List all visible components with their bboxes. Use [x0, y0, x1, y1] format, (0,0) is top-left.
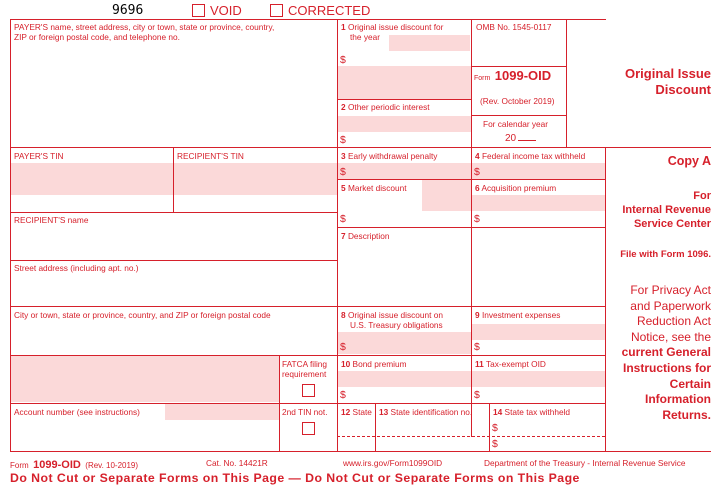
box3-dollar: $ [340, 166, 346, 178]
form-code: 9696 [112, 3, 144, 18]
fatca-label [282, 359, 327, 379]
corrected-label: CORRECTED [288, 3, 371, 18]
box11-label: 11 Tax-exempt OID [475, 359, 546, 369]
box9-fill[interactable] [472, 324, 605, 340]
privacy-notice: For Privacy Act and Paperwork Reduction Act Notice, see the current General Instructions for Certain Information Returns. [621, 283, 711, 422]
payer-tin-fill[interactable] [11, 163, 173, 195]
tin-not-label: 2nd TIN not. [282, 407, 328, 417]
fatca-label-2: requirement [282, 369, 327, 379]
fatca-checkbox[interactable] [302, 384, 315, 397]
box1-label: 1 Original issue discount for [341, 22, 444, 32]
calendar-year-label: For calendar year [483, 119, 549, 129]
box2-label: 2 Other periodic interest [341, 102, 430, 112]
payer-tin-label: PAYER'S TIN [14, 151, 64, 161]
box8-label-2: U.S. Treasury obligations [350, 320, 443, 330]
box4-fill[interactable] [472, 163, 605, 179]
box2-fill[interactable] [338, 116, 471, 132]
street-label: Street address (including apt. no.) [14, 263, 139, 273]
omb-number: OMB No. 1545-0117 [476, 22, 552, 32]
box9-dollar: $ [474, 341, 480, 353]
box7-label: 7 Description [341, 231, 390, 241]
recipient-tin-fill[interactable] [174, 163, 337, 195]
box6-dollar: $ [474, 213, 480, 225]
box8-label: 8 Original issue discount on [341, 310, 443, 320]
box12-label: 12 State [341, 407, 372, 417]
payer-name-label-2: ZIP or foreign postal code, and telephone no. [14, 32, 180, 42]
void-label: VOID [210, 3, 242, 18]
box3-fill[interactable] [338, 163, 471, 179]
copy-label: Copy A [667, 154, 711, 168]
box11-fill[interactable] [472, 371, 605, 387]
file-with: File with Form 1096. [620, 249, 711, 260]
box14-dollar-2: $ [492, 438, 498, 450]
box5-label: 5 Market discount [341, 183, 407, 193]
corrected-checkbox[interactable] [270, 4, 283, 17]
tin-not-checkbox[interactable] [302, 422, 315, 435]
side-title: Original Issue Discount [625, 66, 711, 97]
box1-label-2: the year [350, 32, 380, 42]
box5-dollar: $ [340, 213, 346, 225]
do-not-cut-warning: Do Not Cut or Separate Forms on This Page — Do Not Cut or Separate Forms on This Page [10, 471, 580, 485]
box3-label: 3 Early withdrawal penalty [341, 151, 438, 161]
fatca-label-1: FATCA filing [282, 359, 328, 369]
box1-fill-b[interactable] [338, 66, 471, 99]
box9-label: 9 Investment expenses [475, 310, 561, 320]
box14-dollar-1: $ [492, 422, 498, 434]
box13-label: 13 State identification no. [379, 407, 473, 417]
account-fill[interactable] [165, 404, 279, 420]
box10-dollar: $ [340, 389, 346, 401]
recipient-tin-label: RECIPIENT'S TIN [177, 151, 244, 161]
footer-form: Form 1099-OID (Rev. 10-2019) [10, 459, 139, 471]
box5-fill[interactable] [422, 180, 471, 211]
box2-dollar: $ [340, 134, 346, 146]
footer-url: www.irs.gov/Form1099OID [343, 458, 443, 468]
box1-dollar: $ [340, 54, 346, 66]
footer-cat: Cat. No. 14421R [206, 458, 268, 468]
form-title: Form 1099-OID [474, 68, 552, 83]
account-label: Account number (see instructions) [14, 407, 140, 417]
city-label: City or town, state or province, country, and ZIP or foreign postal code [14, 310, 271, 320]
calendar-year-field[interactable]: 20 [505, 131, 536, 144]
fatca-left-fill[interactable] [11, 355, 279, 402]
box8-fill[interactable] [338, 332, 471, 354]
box4-dollar: $ [474, 166, 480, 178]
box1-fill-a[interactable] [389, 35, 470, 51]
box11-dollar: $ [474, 389, 480, 401]
void-checkbox[interactable] [192, 4, 205, 17]
box10-label: 10 Bond premium [341, 359, 407, 369]
box6-label: 6 Acquisition premium [475, 183, 557, 193]
recipient-name-label: RECIPIENT'S name [14, 215, 89, 225]
footer-dept: Department of the Treasury - Internal Revenue Service [484, 458, 686, 468]
box8-dollar: $ [340, 341, 346, 353]
form-rev: (Rev. October 2019) [480, 96, 555, 106]
for-irs: For Internal Revenue Service Center [622, 190, 711, 230]
box14-label: 14 State tax withheld [493, 407, 571, 417]
box6-fill[interactable] [472, 195, 605, 211]
box4-label: 4 Federal income tax withheld [475, 151, 586, 161]
payer-name-label: PAYER'S name, street address, city or town, state or province, country, [14, 22, 275, 32]
box10-fill[interactable] [338, 371, 471, 387]
